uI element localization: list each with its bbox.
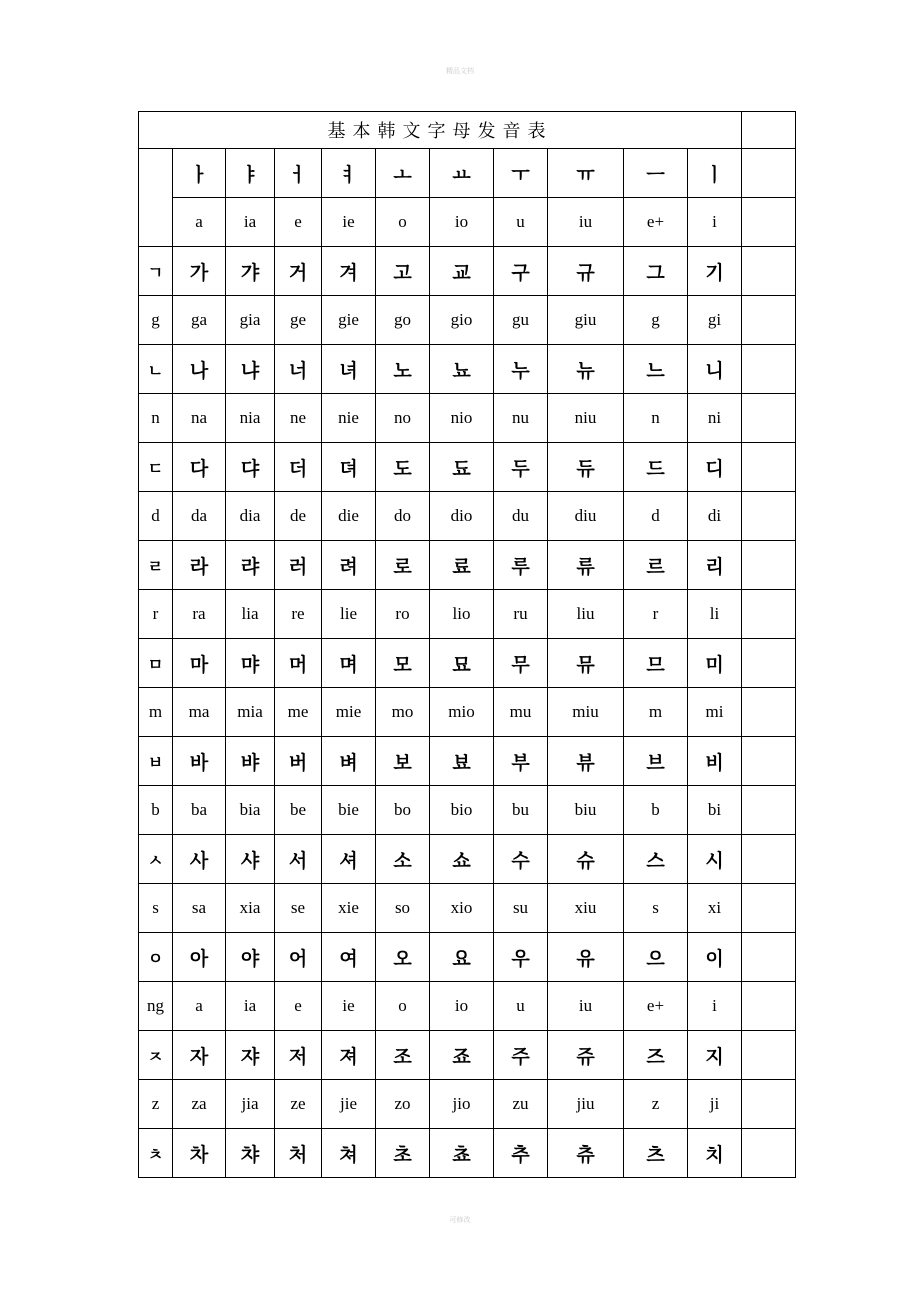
vowel-cell: ㅜ <box>494 149 548 198</box>
syllable-cell: 교 <box>430 247 494 296</box>
consonant-cell: ㅂ <box>139 737 173 786</box>
syllable-cell: 뵤 <box>430 737 494 786</box>
syllable-cell: 두 <box>494 443 548 492</box>
syllable-cell: 쇼 <box>430 835 494 884</box>
syllable-cell: 너 <box>275 345 322 394</box>
vowel-cell: ㅛ <box>430 149 494 198</box>
roman-cell: jia <box>226 1080 275 1129</box>
syllable-cell: 소 <box>376 835 430 884</box>
vowel-cell: ㅓ <box>275 149 322 198</box>
vowel-roman-cell: i <box>688 198 742 247</box>
syllable-cell: 부 <box>494 737 548 786</box>
table-title: 基本韩文字母发音表 <box>139 112 742 149</box>
roman-cell: ji <box>688 1080 742 1129</box>
consonant-cell: ㅁ <box>139 639 173 688</box>
roman-cell: na <box>173 394 226 443</box>
syllable-cell: 녀 <box>322 345 376 394</box>
syllable-cell: 며 <box>322 639 376 688</box>
syllable-cell: 고 <box>376 247 430 296</box>
syllable-cell: 미 <box>688 639 742 688</box>
roman-cell: go <box>376 296 430 345</box>
roman-cell: n <box>624 394 688 443</box>
syllable-cell: 냐 <box>226 345 275 394</box>
vowel-cell: ㅑ <box>226 149 275 198</box>
syllable-cell: 겨 <box>322 247 376 296</box>
syllable-cell: 샤 <box>226 835 275 884</box>
syllable-cell: 료 <box>430 541 494 590</box>
consonant-cell: ㅊ <box>139 1129 173 1178</box>
roman-cell: nu <box>494 394 548 443</box>
syllable-cell: 로 <box>376 541 430 590</box>
roman-cell: bu <box>494 786 548 835</box>
syllable-cell: 추 <box>494 1129 548 1178</box>
consonant-roman-cell: ng <box>139 982 173 1031</box>
roman-cell: ra <box>173 590 226 639</box>
roman-cell: jio <box>430 1080 494 1129</box>
roman-cell: biu <box>548 786 624 835</box>
consonant-roman-cell: r <box>139 590 173 639</box>
blank-cell <box>742 1129 796 1178</box>
roman-cell: e <box>275 982 322 1031</box>
roman-cell: bo <box>376 786 430 835</box>
roman-cell: m <box>624 688 688 737</box>
roman-cell: mie <box>322 688 376 737</box>
vowel-cell: ㅗ <box>376 149 430 198</box>
syllable-cell: 치 <box>688 1129 742 1178</box>
syllable-cell: 다 <box>173 443 226 492</box>
blank-cell <box>742 982 796 1031</box>
roman-cell: miu <box>548 688 624 737</box>
consonant-cell: ㄴ <box>139 345 173 394</box>
blank-cell <box>742 296 796 345</box>
vowel-cell: ㅏ <box>173 149 226 198</box>
syllable-cell: 야 <box>226 933 275 982</box>
syllable-cell: 수 <box>494 835 548 884</box>
syllable-cell: 스 <box>624 835 688 884</box>
consonant-cell: ㄱ <box>139 247 173 296</box>
syllable-cell: 도 <box>376 443 430 492</box>
syllable-cell: 죠 <box>430 1031 494 1080</box>
syllable-cell: 차 <box>173 1129 226 1178</box>
roman-cell: g <box>624 296 688 345</box>
syllable-cell: 머 <box>275 639 322 688</box>
syllable-cell: 벼 <box>322 737 376 786</box>
roman-cell: re <box>275 590 322 639</box>
syllable-cell: 구 <box>494 247 548 296</box>
syllable-cell: 아 <box>173 933 226 982</box>
roman-cell: zo <box>376 1080 430 1129</box>
syllable-cell: 처 <box>275 1129 322 1178</box>
roman-cell: xia <box>226 884 275 933</box>
roman-cell: gio <box>430 296 494 345</box>
syllable-cell: 니 <box>688 345 742 394</box>
roman-cell: jiu <box>548 1080 624 1129</box>
roman-cell: nio <box>430 394 494 443</box>
roman-cell: bia <box>226 786 275 835</box>
syllable-cell: 기 <box>688 247 742 296</box>
roman-cell: sa <box>173 884 226 933</box>
roman-cell: so <box>376 884 430 933</box>
roman-cell: xi <box>688 884 742 933</box>
syllable-cell: 러 <box>275 541 322 590</box>
roman-cell: za <box>173 1080 226 1129</box>
syllable-cell: 자 <box>173 1031 226 1080</box>
syllable-cell: 뷰 <box>548 737 624 786</box>
roman-cell: ie <box>322 982 376 1031</box>
vowel-roman-cell: ie <box>322 198 376 247</box>
syllable-cell: 여 <box>322 933 376 982</box>
syllable-cell: 묘 <box>430 639 494 688</box>
roman-cell: b <box>624 786 688 835</box>
blank-cell <box>742 492 796 541</box>
vowel-roman-cell: e+ <box>624 198 688 247</box>
consonant-roman-cell: n <box>139 394 173 443</box>
syllable-cell: 쳐 <box>322 1129 376 1178</box>
syllable-cell: 라 <box>173 541 226 590</box>
roman-cell: jie <box>322 1080 376 1129</box>
roman-cell: z <box>624 1080 688 1129</box>
consonant-roman-cell: z <box>139 1080 173 1129</box>
syllable-cell: 듀 <box>548 443 624 492</box>
syllable-cell: 오 <box>376 933 430 982</box>
blank-cell <box>742 1080 796 1129</box>
syllable-cell: 류 <box>548 541 624 590</box>
blank-cell <box>742 835 796 884</box>
blank-cell <box>742 884 796 933</box>
syllable-cell: 리 <box>688 541 742 590</box>
vowel-cell: ㅡ <box>624 149 688 198</box>
syllable-cell: 쵸 <box>430 1129 494 1178</box>
syllable-cell: 쟈 <box>226 1031 275 1080</box>
header-watermark: 精品文档 <box>446 67 474 75</box>
roman-cell: xie <box>322 884 376 933</box>
syllable-cell: 츠 <box>624 1129 688 1178</box>
syllable-cell: 즈 <box>624 1031 688 1080</box>
roman-cell: io <box>430 982 494 1031</box>
vowel-cell: ㅕ <box>322 149 376 198</box>
roman-cell: ru <box>494 590 548 639</box>
roman-cell: s <box>624 884 688 933</box>
roman-cell: gie <box>322 296 376 345</box>
vowel-roman-cell: e <box>275 198 322 247</box>
roman-cell: lia <box>226 590 275 639</box>
roman-cell: be <box>275 786 322 835</box>
roman-cell: e+ <box>624 982 688 1031</box>
roman-cell: ze <box>275 1080 322 1129</box>
blank-cell <box>742 149 796 198</box>
consonant-roman-cell: d <box>139 492 173 541</box>
vowel-cell: ㅣ <box>688 149 742 198</box>
syllable-cell: 져 <box>322 1031 376 1080</box>
roman-cell: ma <box>173 688 226 737</box>
roman-cell: no <box>376 394 430 443</box>
syllable-cell: 거 <box>275 247 322 296</box>
syllable-cell: 초 <box>376 1129 430 1178</box>
roman-cell: xio <box>430 884 494 933</box>
syllable-cell: 저 <box>275 1031 322 1080</box>
roman-cell: mia <box>226 688 275 737</box>
blank-cell <box>742 345 796 394</box>
syllable-cell: 규 <box>548 247 624 296</box>
vowel-roman-cell: ia <box>226 198 275 247</box>
roman-cell: ro <box>376 590 430 639</box>
roman-cell: ba <box>173 786 226 835</box>
roman-cell: giu <box>548 296 624 345</box>
roman-cell: o <box>376 982 430 1031</box>
syllable-cell: 노 <box>376 345 430 394</box>
syllable-cell: 먀 <box>226 639 275 688</box>
roman-cell: d <box>624 492 688 541</box>
syllable-cell: 이 <box>688 933 742 982</box>
roman-cell: i <box>688 982 742 1031</box>
syllable-cell: 그 <box>624 247 688 296</box>
syllable-cell: 댜 <box>226 443 275 492</box>
roman-cell: mio <box>430 688 494 737</box>
roman-cell: nia <box>226 394 275 443</box>
roman-cell: bie <box>322 786 376 835</box>
blank-cell <box>742 737 796 786</box>
syllable-cell: 사 <box>173 835 226 884</box>
syllable-cell: 됴 <box>430 443 494 492</box>
roman-cell: ne <box>275 394 322 443</box>
syllable-cell: 갸 <box>226 247 275 296</box>
blank-cell <box>742 198 796 247</box>
roman-cell: li <box>688 590 742 639</box>
roman-cell: gia <box>226 296 275 345</box>
syllable-cell: 시 <box>688 835 742 884</box>
roman-cell: diu <box>548 492 624 541</box>
syllable-cell: 모 <box>376 639 430 688</box>
syllable-cell: 려 <box>322 541 376 590</box>
syllable-cell: 뎌 <box>322 443 376 492</box>
syllable-cell: 어 <box>275 933 322 982</box>
blank-cell <box>742 541 796 590</box>
roman-cell: dia <box>226 492 275 541</box>
syllable-cell: 브 <box>624 737 688 786</box>
syllable-cell: 뇨 <box>430 345 494 394</box>
roman-cell: xiu <box>548 884 624 933</box>
roman-cell: bi <box>688 786 742 835</box>
roman-cell: mo <box>376 688 430 737</box>
roman-cell: lio <box>430 590 494 639</box>
roman-cell: die <box>322 492 376 541</box>
syllable-cell: 드 <box>624 443 688 492</box>
blank-cell <box>742 112 796 149</box>
blank-cell <box>742 688 796 737</box>
syllable-cell: 우 <box>494 933 548 982</box>
roman-cell: ia <box>226 982 275 1031</box>
consonant-cell: ㅅ <box>139 835 173 884</box>
consonant-cell: ㄷ <box>139 443 173 492</box>
consonant-roman-cell: s <box>139 884 173 933</box>
roman-cell: zu <box>494 1080 548 1129</box>
roman-cell: bio <box>430 786 494 835</box>
syllable-cell: 므 <box>624 639 688 688</box>
roman-cell: liu <box>548 590 624 639</box>
syllable-cell: 유 <box>548 933 624 982</box>
syllable-cell: 누 <box>494 345 548 394</box>
roman-cell: niu <box>548 394 624 443</box>
syllable-cell: 바 <box>173 737 226 786</box>
roman-cell: a <box>173 982 226 1031</box>
roman-cell: mu <box>494 688 548 737</box>
corner-cell <box>139 149 173 247</box>
roman-cell: ni <box>688 394 742 443</box>
syllable-cell: 무 <box>494 639 548 688</box>
syllable-cell: 뱌 <box>226 737 275 786</box>
vowel-roman-cell: o <box>376 198 430 247</box>
roman-cell: di <box>688 492 742 541</box>
syllable-cell: 가 <box>173 247 226 296</box>
syllable-cell: 보 <box>376 737 430 786</box>
syllable-cell: 마 <box>173 639 226 688</box>
consonant-cell: ㅇ <box>139 933 173 982</box>
syllable-cell: 챠 <box>226 1129 275 1178</box>
roman-cell: de <box>275 492 322 541</box>
roman-cell: gi <box>688 296 742 345</box>
roman-cell: mi <box>688 688 742 737</box>
syllable-cell: 랴 <box>226 541 275 590</box>
consonant-roman-cell: g <box>139 296 173 345</box>
roman-cell: da <box>173 492 226 541</box>
roman-cell: do <box>376 492 430 541</box>
vowel-roman-cell: io <box>430 198 494 247</box>
syllable-cell: 슈 <box>548 835 624 884</box>
syllable-cell: 요 <box>430 933 494 982</box>
syllable-cell: 으 <box>624 933 688 982</box>
syllable-cell: 비 <box>688 737 742 786</box>
blank-cell <box>742 443 796 492</box>
consonant-roman-cell: m <box>139 688 173 737</box>
blank-cell <box>742 394 796 443</box>
syllable-cell: 쥬 <box>548 1031 624 1080</box>
blank-cell <box>742 639 796 688</box>
blank-cell <box>742 933 796 982</box>
syllable-cell: 느 <box>624 345 688 394</box>
vowel-roman-cell: a <box>173 198 226 247</box>
roman-cell: nie <box>322 394 376 443</box>
syllable-cell: 디 <box>688 443 742 492</box>
syllable-cell: 셔 <box>322 835 376 884</box>
syllable-cell: 주 <box>494 1031 548 1080</box>
hangul-pronunciation-table <box>138 111 796 1178</box>
consonant-cell: ㄹ <box>139 541 173 590</box>
syllable-cell: 츄 <box>548 1129 624 1178</box>
roman-cell: me <box>275 688 322 737</box>
roman-cell: lie <box>322 590 376 639</box>
roman-cell: u <box>494 982 548 1031</box>
vowel-cell: ㅠ <box>548 149 624 198</box>
blank-cell <box>742 590 796 639</box>
syllable-cell: 지 <box>688 1031 742 1080</box>
roman-cell: du <box>494 492 548 541</box>
syllable-cell: 르 <box>624 541 688 590</box>
roman-cell: dio <box>430 492 494 541</box>
blank-cell <box>742 247 796 296</box>
syllable-cell: 서 <box>275 835 322 884</box>
vowel-roman-cell: u <box>494 198 548 247</box>
blank-cell <box>742 1031 796 1080</box>
syllable-cell: 더 <box>275 443 322 492</box>
syllable-cell: 루 <box>494 541 548 590</box>
syllable-cell: 뉴 <box>548 345 624 394</box>
consonant-cell: ㅈ <box>139 1031 173 1080</box>
roman-cell: su <box>494 884 548 933</box>
roman-cell: ge <box>275 296 322 345</box>
roman-cell: gu <box>494 296 548 345</box>
roman-cell: se <box>275 884 322 933</box>
blank-cell <box>742 786 796 835</box>
syllable-cell: 조 <box>376 1031 430 1080</box>
roman-cell: ga <box>173 296 226 345</box>
vowel-roman-cell: iu <box>548 198 624 247</box>
roman-cell: r <box>624 590 688 639</box>
syllable-cell: 나 <box>173 345 226 394</box>
syllable-cell: 버 <box>275 737 322 786</box>
consonant-roman-cell: b <box>139 786 173 835</box>
syllable-cell: 뮤 <box>548 639 624 688</box>
footer-watermark: 可修改 <box>449 1216 471 1224</box>
roman-cell: iu <box>548 982 624 1031</box>
